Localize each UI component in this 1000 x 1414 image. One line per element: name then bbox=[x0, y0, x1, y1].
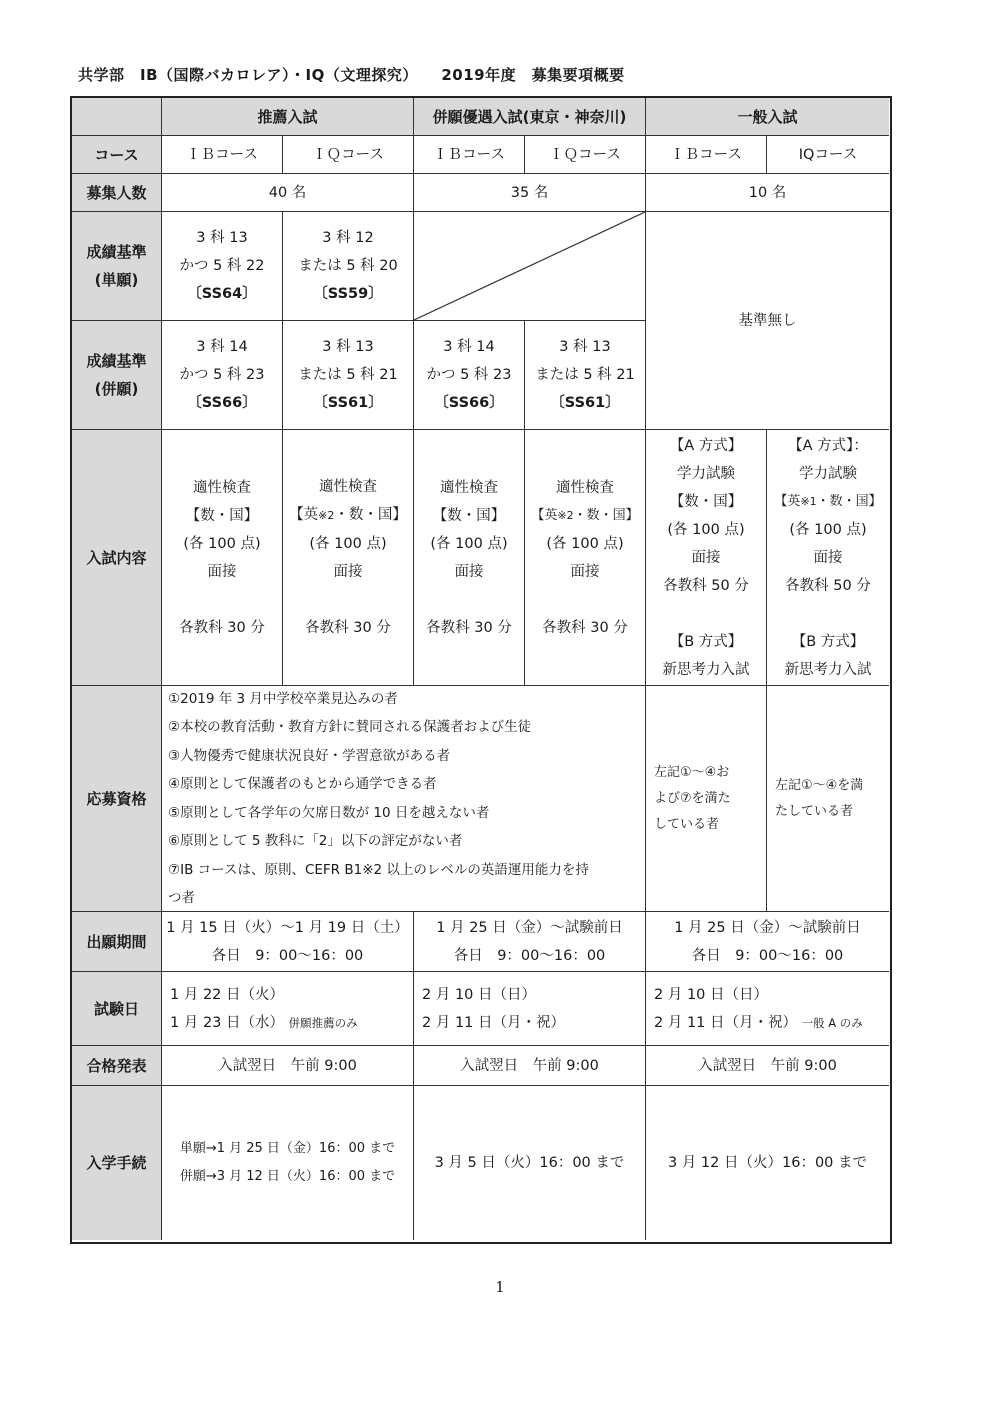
exam-heigan-ib: 適性検査 【数・国】 (各 100 点) 面接 各教科 30 分 bbox=[414, 430, 525, 686]
list-item: ⑥原則として 5 教科に「2」以下の評定がない者 bbox=[168, 833, 463, 849]
exam-ippan-iq: 【A 方式】： 学力試験 【英※1・数・国】 (各 100 点) 面接 各教科 50 分 【B 方式】 新思考力入試 bbox=[767, 430, 889, 686]
row-label-course: コース bbox=[72, 136, 162, 174]
application-ippan: 1 月 25 日（金）～試験前日 各日 9：00～16：00 bbox=[646, 912, 889, 972]
corner-cell bbox=[72, 98, 162, 136]
list-item: ⑤原則として各学年の欠席日数が 10 日を越えない者 bbox=[168, 804, 490, 821]
list-item: ③人物優秀で健康状況良好・学習意欲がある者 bbox=[168, 747, 451, 764]
course-heigan-iq: ＩＱコース bbox=[525, 136, 646, 174]
criteria-single-iq: 3 科 12 または 5 科 20 〔SS59〕 bbox=[283, 212, 414, 321]
exam-suisen-ib: 適性検査 【数・国】 (各 100 点) 面接 各教科 30 分 bbox=[162, 430, 283, 686]
criteria-heigan-heigan-ib: 3 科 14 かつ 5 科 23 〔SS66〕 bbox=[414, 321, 525, 430]
eligibility-ippan-iq: 左記①～④を満 たしている者 bbox=[767, 686, 889, 912]
course-suisen-ib: ＩＢコース bbox=[162, 136, 283, 174]
capacity-ippan: 10 名 bbox=[646, 174, 889, 212]
exam-date-ippan: 2 月 10 日（日） 2 月 11 日（月・祝） 一般 A のみ bbox=[646, 972, 889, 1046]
criteria-ippan: 基準無し bbox=[646, 212, 889, 430]
row-label-criteria-single: 成績基準 (単願) bbox=[72, 212, 162, 321]
row-label-application: 出願期間 bbox=[72, 912, 162, 972]
diagonal-slash bbox=[414, 212, 645, 320]
header-ippan: 一般入試 bbox=[646, 98, 889, 136]
row-label-result: 合格発表 bbox=[72, 1046, 162, 1086]
document-title: 共学部 IB（国際バカロレア）・IQ（文理探究） 2019年度 募集要項概要 bbox=[78, 66, 625, 84]
row-label-exam-date: 試験日 bbox=[72, 972, 162, 1046]
enrollment-suisen: 単願→1 月 25 日（金）16：00 まで 併願→3 月 12 日（火）16：00 まで bbox=[162, 1086, 414, 1240]
result-heigan: 入試翌日 午前 9:00 bbox=[414, 1046, 646, 1086]
list-item: ④原則として保護者のもとから通学できる者 bbox=[168, 776, 437, 792]
list-item: ⑦IB コースは、原則、CEFR B1※2 以上のレベルの英語運用能力を持 bbox=[168, 861, 589, 878]
list-item: ②本校の教育活動・教育方針に賛同される保護者および生徒 bbox=[168, 719, 532, 735]
row-label-capacity: 募集人数 bbox=[72, 174, 162, 212]
admission-table bbox=[72, 98, 889, 1240]
row-label-criteria-heigan: 成績基準 (併願) bbox=[72, 321, 162, 430]
exam-date-heigan: 2 月 10 日（日） 2 月 11 日（月・祝） bbox=[414, 972, 646, 1046]
course-heigan-ib: ＩＢコース bbox=[414, 136, 525, 174]
criteria-single-ib: 3 科 13 かつ 5 科 22 〔SS64〕 bbox=[162, 212, 283, 321]
application-suisen: 1 月 15 日（火）～1 月 19 日（土） 各日 9：00～16：00 bbox=[162, 912, 414, 972]
header-heigan: 併願優遇入試(東京・神奈川) bbox=[414, 98, 646, 136]
criteria-single-heigan-na bbox=[414, 212, 646, 321]
page-number: 1 bbox=[495, 1278, 505, 1296]
header-suisen: 推薦入試 bbox=[162, 98, 414, 136]
enrollment-ippan: 3 月 12 日（火）16：00 まで bbox=[667, 1155, 867, 1171]
course-ippan-iq: IQコース bbox=[767, 136, 889, 174]
eligibility-ippan-ib: 左記①～④お よび⑦を満た している者 bbox=[646, 686, 767, 912]
criteria-heigan-heigan-iq: 3 科 13 または 5 科 21 〔SS61〕 bbox=[525, 321, 646, 430]
capacity-suisen: 40 名 bbox=[162, 174, 414, 212]
exam-ippan-ib: 【A 方式】 学力試験 【数・国】 (各 100 点) 面接 各教科 50 分 【B 方式】 新思考力入試 bbox=[646, 430, 767, 686]
row-label-enrollment: 入学手続 bbox=[72, 1086, 162, 1240]
course-ippan-ib: ＩＢコース bbox=[646, 136, 767, 174]
application-heigan: 1 月 25 日（金）～試験前日 各日 9：00～16：00 bbox=[414, 912, 646, 972]
exam-date-suisen: 1 月 22 日（火） 1 月 23 日（水） 併願推薦のみ bbox=[162, 972, 414, 1046]
capacity-heigan: 35 名 bbox=[414, 174, 646, 212]
result-ippan: 入試翌日 午前 9:00 bbox=[646, 1046, 889, 1086]
criteria-heigan-suisen-iq: 3 科 13 または 5 科 21 〔SS61〕 bbox=[283, 321, 414, 430]
exam-heigan-iq: 適性検査 【英※2・数・国】 (各 100 点) 面接 各教科 30 分 bbox=[525, 430, 646, 686]
course-suisen-iq: ＩＱコース bbox=[283, 136, 414, 174]
row-label-exam: 入試内容 bbox=[72, 430, 162, 686]
exam-suisen-iq: 適性検査 【英※2・数・国】 (各 100 点) 面接 各教科 30 分 bbox=[283, 430, 414, 686]
result-suisen: 入試翌日 午前 9:00 bbox=[162, 1046, 414, 1086]
list-item: ①2019 年 3 月中学校卒業見込みの者 bbox=[168, 690, 398, 707]
list-item: つ者 bbox=[168, 890, 195, 906]
eligibility-list bbox=[162, 686, 646, 912]
enrollment-heigan: 3 月 5 日（火）16：00 まで bbox=[414, 1086, 646, 1240]
row-label-eligibility: 応募資格 bbox=[72, 686, 162, 912]
criteria-heigan-suisen-ib: 3 科 14 かつ 5 科 23 〔SS66〕 bbox=[162, 321, 283, 430]
